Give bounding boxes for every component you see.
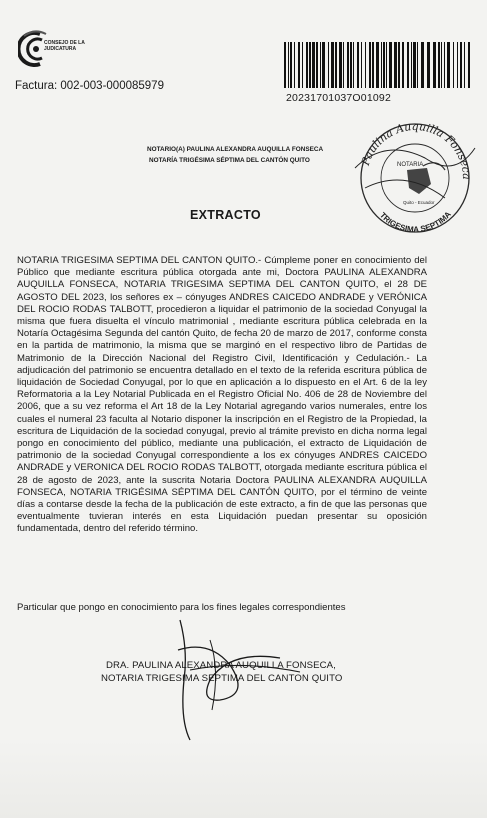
notary-name: NOTARIO(A) PAULINA ALEXANDRA AUQUILLA FONSECA: [147, 146, 324, 153]
page-bottom-shade: [0, 740, 487, 818]
seal-inner-text: Quito - Ecuador: [403, 200, 435, 205]
seal-bottom-text: TRIGESIMA SEPTIMA: [378, 209, 453, 235]
notary-seal-icon: [345, 108, 485, 248]
document-body: NOTARIA TRIGESIMA SEPTIMA DEL CANTON QUITO.- Cúmpleme poner en conocimiento del Público que mediante escritura pública otorgada ante mi, Doctora PAULINA ALEXANDRA AUQUILLA FONSECA, NOTARIA TRIGESIMA SEPTIMA DEL CANTON QUITO, el 28 DE AGOSTO DEL 2023, los señores ex – cónyuges ANDRES CAICEDO ANDRADE y VERÓNICA DEL ROCIO RODAS TALBOTT, procedieron a liquidar el patrimonio de la sociedad Conyugal la misma que fuera disuelta el vínculo matrimonial , mediante escritura pública celebrada en la Notaría Octagésima Segunda del cantón Quito, de fecha 20 de marzo de 2017, conforme consta en la partida de matrimonio, la misma que se marginó en el respectivo libro de Partidas de Matrimonio de la Dirección Nacional del Registro Civil, Identificación y Cedulación.- La adjudicación del patrimonio se encuentra detallado en el texto de la referida escritura pública de liquidación de Sociedad Conyugal, por lo que en aplicación a lo dispuesto en el Art. 6 de la ley Reformatoria a la Ley Notarial Publicada en el Registro Oficial No. 406 de 28 de Noviembre del 2006, que a su vez reforma el Art 18 de la Ley Notarial agregando varios numerales, entre los cuales el numeral 23 faculta al Notario disponer la inscripción en el Registro de la Propiedad, la escritura de Liquidación de la sociedad conyugal, previo al trámite previsto en dicha norma legal pongo en conocimiento del público, mediante una publicación, el extracto de Liquidación de patrimonio de la sociedad Conyugal correspondiente a los ex cónyuges ANDRES CAICEDO ANDRADE y VERONICA DEL ROCIO RODAS TALBOTT, otorgada mediante escritura pública el 28 de agosto de 2023, ante la suscrita Notaria Doctora PAULINA ALEXANDRA AUQUILLA FONSECA, NOTARIA TRIGÉSIMA SÉPTIMA DEL CANTÓN QUITO, por el término de veinte días a contarse desde la fecha de la publicación de este extracto, a fin de que las personas que eventualmente tuvieran interés en esta Liquidación puedan presentar su oposición fundamentada, dentro del referido término.: [17, 255, 427, 535]
signer-title: NOTARIA TRIGESIMA SEPTIMA DEL CANTON QUITO: [101, 673, 343, 684]
signer-name: DRA. PAULINA ALEXANDRA AUQUILLA FONSECA,: [106, 660, 336, 671]
seal-top-text: Paulina Auquilla Fonseca: [358, 119, 474, 180]
barcode-icon: [284, 42, 470, 88]
logo-text: CONSEJO DE LA JUDICATURA: [44, 40, 85, 52]
document-title: EXTRACTO: [190, 208, 261, 222]
closing-line: Particular que pongo en conocimiento para los fines legales correspondientes: [17, 602, 346, 613]
svg-text:TRIGESIMA SEPTIMA: [378, 210, 453, 235]
seal-mid-text: NOTARIA: [397, 162, 424, 168]
notary-office: NOTARÍA TRIGÉSIMA SÉPTIMA DEL CANTÓN QUITO: [149, 157, 310, 164]
invoice-number: Factura: 002-003-000085979: [15, 80, 164, 92]
barcode-number: 20231701037O01092: [286, 92, 392, 104]
